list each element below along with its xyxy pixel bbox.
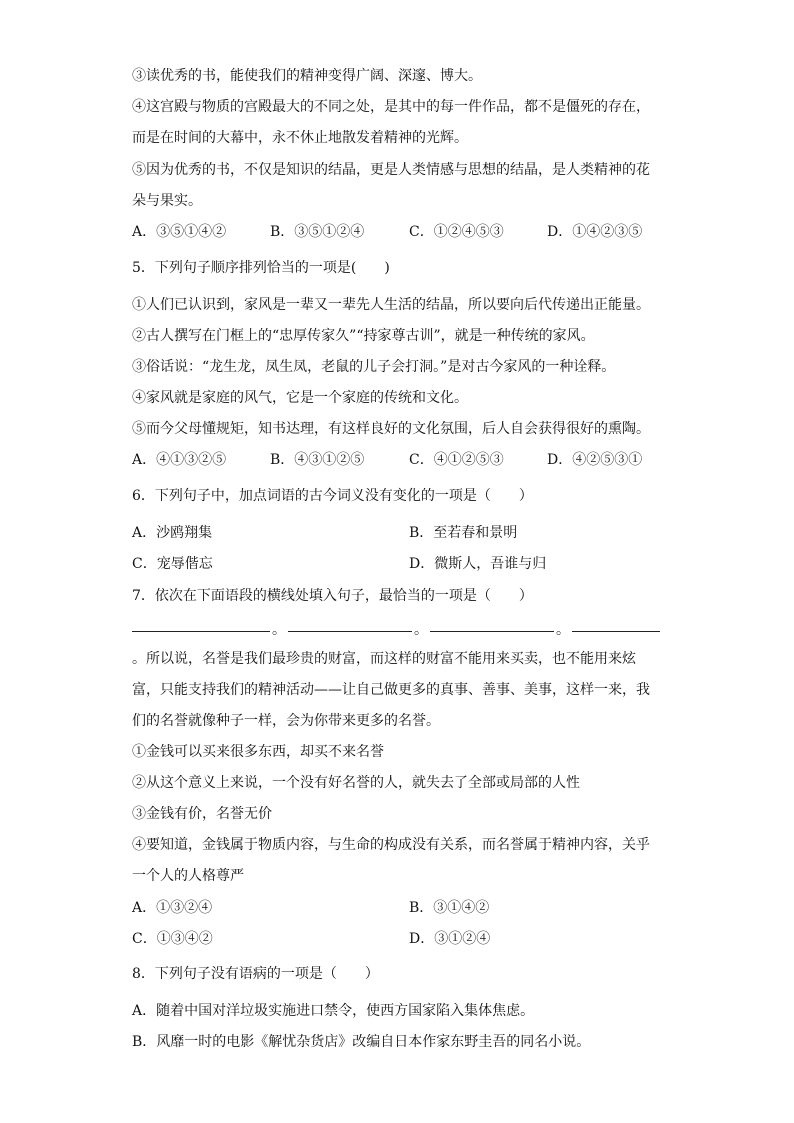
q7-passage-line3: 们的名誉就像种子一样，会为你带来更多的名誉。 <box>132 713 440 729</box>
q5-option-c[interactable]: C．④①②⑤③ <box>409 452 504 468</box>
q7-blank-1 <box>132 631 270 632</box>
q6-option-c[interactable]: C．宠辱偕忘 <box>132 556 213 572</box>
q5-stem: 5．下列句子顺序排列恰当的一项是( ) <box>132 260 390 276</box>
q5-option-d[interactable]: D．④②⑤③① <box>547 452 643 468</box>
q7-sentence-2: ②从这个意义上来说，一个没有好名誉的人，就失去了全部或局部的人性 <box>132 775 580 791</box>
q4-sentence-5-line1: ⑤因为优秀的书，不仅是知识的结晶，更是人类情感与思想的结晶，是人类精神的花 <box>132 162 650 178</box>
q8-option-b[interactable]: B．风靡一时的电影《解忧杂货店》改编自日本作家东野圭吾的同名小说。 <box>132 1034 591 1050</box>
q7-sentence-3: ③金钱有价，名誉无价 <box>132 806 272 822</box>
q5-option-b[interactable]: B．④③①②⑤ <box>270 452 365 468</box>
q4-sentence-4-line1: ④这宫殿与物质的宫殿最大的不同之处，是其中的每一件作品，都不是僵死的存在， <box>132 99 650 115</box>
q4-option-d[interactable]: D．①④②③⑤ <box>547 224 643 240</box>
q7-passage-line1: 。所以说，名誉是我们最珍贵的财富，而这样的财富不能用来买卖，也不能用来炫 <box>132 651 636 667</box>
q4-option-b[interactable]: B．③⑤①②④ <box>270 224 365 240</box>
q5-sentence-5: ⑤而今父母懂规矩，知书达理，有这样良好的文化氛围，后人自会获得很好的熏陶。 <box>132 421 650 437</box>
q5-sentence-4: ④家风就是家庭的风气，它是一个家庭的传统和文化。 <box>132 390 468 406</box>
q8-option-a[interactable]: A．随着中国对洋垃圾实施进口禁令，使西方国家陷入集体焦虑。 <box>132 1003 535 1019</box>
q7-blank-2-period: 。 <box>414 622 428 638</box>
q7-blank-2 <box>288 631 412 632</box>
q7-stem: 7．依次在下面语段的横线处填入句子，最恰当的一项是（ ） <box>132 588 533 604</box>
q7-sentence-4-line2: 一个人的人格尊严 <box>132 868 244 884</box>
q7-option-b[interactable]: B．③①④② <box>409 900 490 916</box>
q5-option-a[interactable]: A．④①③②⑤ <box>132 452 227 468</box>
q7-blank-3 <box>430 631 554 632</box>
q4-sentence-3: ③读优秀的书，能使我们的精神变得广阔、深邃、博大。 <box>132 68 482 84</box>
q7-option-c[interactable]: C．①③④② <box>132 931 213 947</box>
q6-option-d[interactable]: D．微斯人，吾谁与归 <box>409 556 547 572</box>
q7-sentence-1: ①金钱可以买来很多东西，却买不来名誉 <box>132 744 384 760</box>
q4-option-c[interactable]: C．①②④⑤③ <box>409 224 504 240</box>
q7-passage-line2: 富，只能支持我们的精神活动——让自己做更多的真事、善事、美事，这样一来，我 <box>132 682 650 698</box>
q4-sentence-5-line2: 朵与果实。 <box>132 193 202 209</box>
q6-option-a[interactable]: A．沙鸥翔集 <box>132 525 213 541</box>
q5-sentence-2: ②古人撰写在门框上的“忠厚传家久”“持家尊古训”，就是一种传统的家风。 <box>132 328 595 344</box>
q6-stem: 6．下列句子中，加点词语的古今词义没有变化的一项是（ ） <box>132 488 533 504</box>
q7-option-d[interactable]: D．③①②④ <box>409 931 491 947</box>
q5-sentence-3: ③俗话说：“龙生龙，凤生凤，老鼠的儿子会打洞。”是对古今家风的一种诠释。 <box>132 359 616 375</box>
q7-option-a[interactable]: A．①③②④ <box>132 900 213 916</box>
q5-sentence-1: ①人们已认识到，家风是一辈又一辈先人生活的结晶，所以要向后代传递出正能量。 <box>132 297 650 313</box>
q6-option-b[interactable]: B．至若春和景明 <box>409 525 518 541</box>
q4-option-a[interactable]: A．③⑤①④② <box>132 224 227 240</box>
q7-blank-3-period: 。 <box>556 622 570 638</box>
q7-sentence-4-line1: ④要知道，金钱属于物质内容，与生命的构成没有关系，而名誉属于精神内容，关乎 <box>132 837 650 853</box>
q4-sentence-4-line2: 而是在时间的大幕中，永不休止地散发着精神的光辉。 <box>132 130 468 146</box>
q7-blank-1-period: 。 <box>272 622 286 638</box>
q8-stem: 8．下列句子没有语病的一项是（ ） <box>132 966 379 982</box>
q7-blank-4 <box>572 631 660 632</box>
